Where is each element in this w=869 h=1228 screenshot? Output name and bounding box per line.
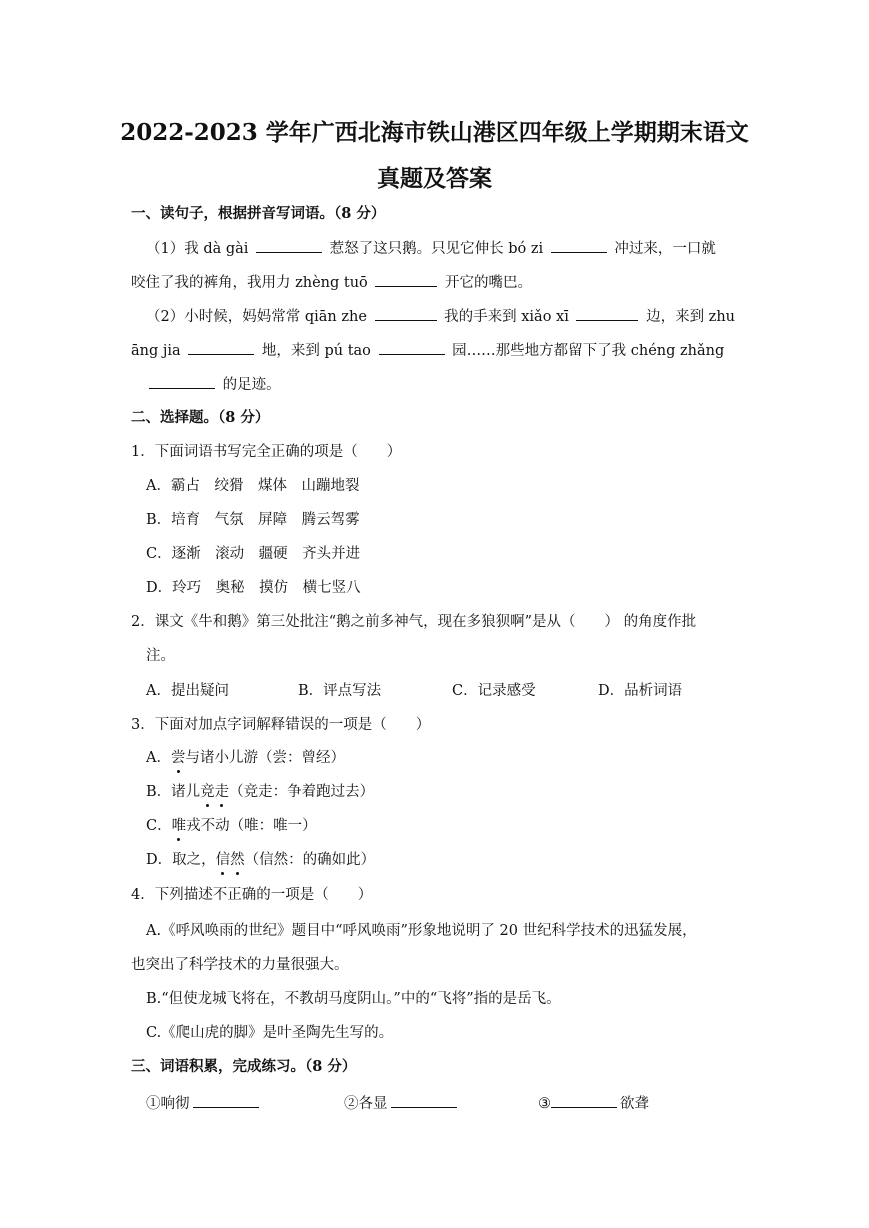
- document-title-line1: 2022-2023 学年广西北海市铁山港区四年级上学期期末语文: [120, 119, 749, 146]
- dotted-char: 信: [215, 852, 231, 868]
- s2-q1-option-d[interactable]: D．玲巧 奥秘 摸仿 横七竖八: [146, 580, 361, 596]
- answer-blank[interactable]: [391, 1093, 457, 1108]
- answer-blank[interactable]: [375, 272, 437, 287]
- document-title-line2: 真题及答案: [377, 165, 492, 192]
- dotted-char: 走: [214, 784, 230, 800]
- s3-items: [146, 1093, 746, 1115]
- s3-item-2-text: ②各显: [344, 1096, 388, 1112]
- s1-q2-text-b: 我的手来到 xiǎo xī: [444, 309, 569, 325]
- s1-q2-text-d: āng jia: [131, 343, 181, 359]
- s1-q1-text-a: （1）我 dà gài: [146, 241, 249, 257]
- answer-blank[interactable]: [379, 340, 445, 355]
- s2-q3-option-b[interactable]: [146, 782, 374, 802]
- dotted-char: 唯: [171, 818, 187, 834]
- dotted-char: 尝: [170, 750, 186, 766]
- s2-q2-stem: 2．课文《牛和鹅》第三处批注“鹅之前多神气，现在多狼狈啊”是从（ ） 的角度作批: [131, 614, 697, 630]
- s3-item-2: [344, 1093, 460, 1114]
- s2-q1-option-b[interactable]: B．培育 气氛 屏障 腾云驾雾: [146, 512, 360, 528]
- s2-q2-option-a[interactable]: A．提出疑问: [146, 683, 229, 699]
- s3-item-1: [146, 1093, 262, 1114]
- answer-blank[interactable]: [256, 238, 322, 253]
- answer-blank[interactable]: [188, 340, 254, 355]
- s1-q1-text-c: 冲过来，一口就: [614, 241, 716, 257]
- s2-q2-option-d[interactable]: D．品析词语: [598, 683, 683, 699]
- answer-blank[interactable]: [551, 1093, 617, 1108]
- section3-heading: 三、词语积累，完成练习。（8 分）: [131, 1058, 357, 1075]
- option-letter: C．: [146, 818, 172, 834]
- s1-q1-text-d: 咬住了我的裤角，我用力 zhèng tuō: [131, 275, 368, 291]
- s2-q4-option-a-line1[interactable]: A.《呼风唤雨的世纪》题目中“呼风唤雨”形象地说明了 20 世纪科学技术的迅猛发展，: [146, 923, 697, 939]
- s2-q4-option-c[interactable]: C.《爬山虎的脚》是叶圣陶先生写的。: [146, 1025, 394, 1041]
- s2-q1-option-a[interactable]: A．霸占 绞猾 煤体 山蹦地裂: [146, 478, 360, 494]
- s1-q2-text-g: 的足迹。: [222, 377, 281, 393]
- section2-heading: 二、选择题。（8 分）: [131, 409, 270, 426]
- option-text: D．取之，: [146, 852, 216, 868]
- s2-q4-option-a-line2[interactable]: 也突出了科学技术的力量很强大。: [131, 957, 349, 973]
- s2-q3-option-d[interactable]: [146, 850, 375, 870]
- s1-q2-text-f: 园……那些地方都留下了我 chéng zhǎng: [452, 343, 725, 359]
- s3-item-3: [538, 1093, 649, 1114]
- s1-q2-text-e: 地，来到 pú tao: [261, 343, 371, 359]
- s1-q2-line1: [146, 306, 735, 327]
- s1-q1-text-b: 惹怒了这只鹅。只见它伸长 bó zi: [329, 241, 544, 257]
- s2-q2-option-c[interactable]: C．记录感受: [452, 683, 536, 699]
- answer-blank[interactable]: [193, 1093, 259, 1108]
- s1-q2-line3: [146, 374, 281, 395]
- answer-blank[interactable]: [149, 374, 215, 389]
- option-letter: A．: [146, 750, 171, 766]
- s2-q3-option-a[interactable]: [146, 748, 345, 768]
- s2-q3-option-c[interactable]: [146, 816, 317, 836]
- s1-q1-line2: [131, 272, 532, 293]
- s2-q4-stem: 4．下列描述不正确的一项是（ ）: [131, 887, 373, 903]
- section1-heading: 一、读句子，根据拼音写词语。（8 分）: [131, 205, 386, 222]
- answer-blank[interactable]: [576, 306, 638, 321]
- s1-q1-line1: [146, 238, 716, 259]
- s2-q2-option-b[interactable]: B．评点写法: [298, 683, 382, 699]
- answer-blank[interactable]: [375, 306, 437, 321]
- s1-q2-line2: [131, 340, 724, 361]
- option-text: （信然：的确如此）: [244, 852, 376, 868]
- option-text: 与诸小儿游（尝：曾经）: [185, 750, 345, 766]
- s1-q2-text-c: 边，来到 zhu: [646, 309, 736, 325]
- s2-q4-option-b[interactable]: B.“但使龙城飞将在，不教胡马度阴山。”中的“飞将”指的是岳飞。: [146, 991, 561, 1007]
- dotted-char: 然: [230, 852, 245, 868]
- option-text: （竞走：争着跑过去）: [229, 784, 375, 800]
- s1-q1-text-e: 开它的嘴巴。: [445, 275, 533, 291]
- dotted-char: 竞: [200, 784, 215, 800]
- s2-q3-stem: 3．下面对加点字词解释错误的一项是（ ）: [131, 717, 431, 733]
- answer-blank[interactable]: [551, 238, 607, 253]
- s1-q2-text-a: （2）小时候，妈妈常常 qiān zhe: [146, 309, 367, 325]
- s2-q1-option-c[interactable]: C．逐渐 滚动 疆硬 齐头并进: [146, 546, 361, 562]
- option-text: 戎不动（唯：唯一）: [186, 818, 317, 834]
- option-text: B．诸儿: [146, 784, 201, 800]
- s2-q2-stem-cont: 注。: [146, 648, 175, 664]
- s3-item-3-suffix: 欲聋: [620, 1096, 649, 1112]
- s3-item-1-text: ①响彻: [146, 1096, 190, 1112]
- s2-q1-stem: 1．下面词语书写完全正确的项是（ ）: [131, 444, 402, 460]
- s3-item-3-text: ③: [538, 1096, 551, 1112]
